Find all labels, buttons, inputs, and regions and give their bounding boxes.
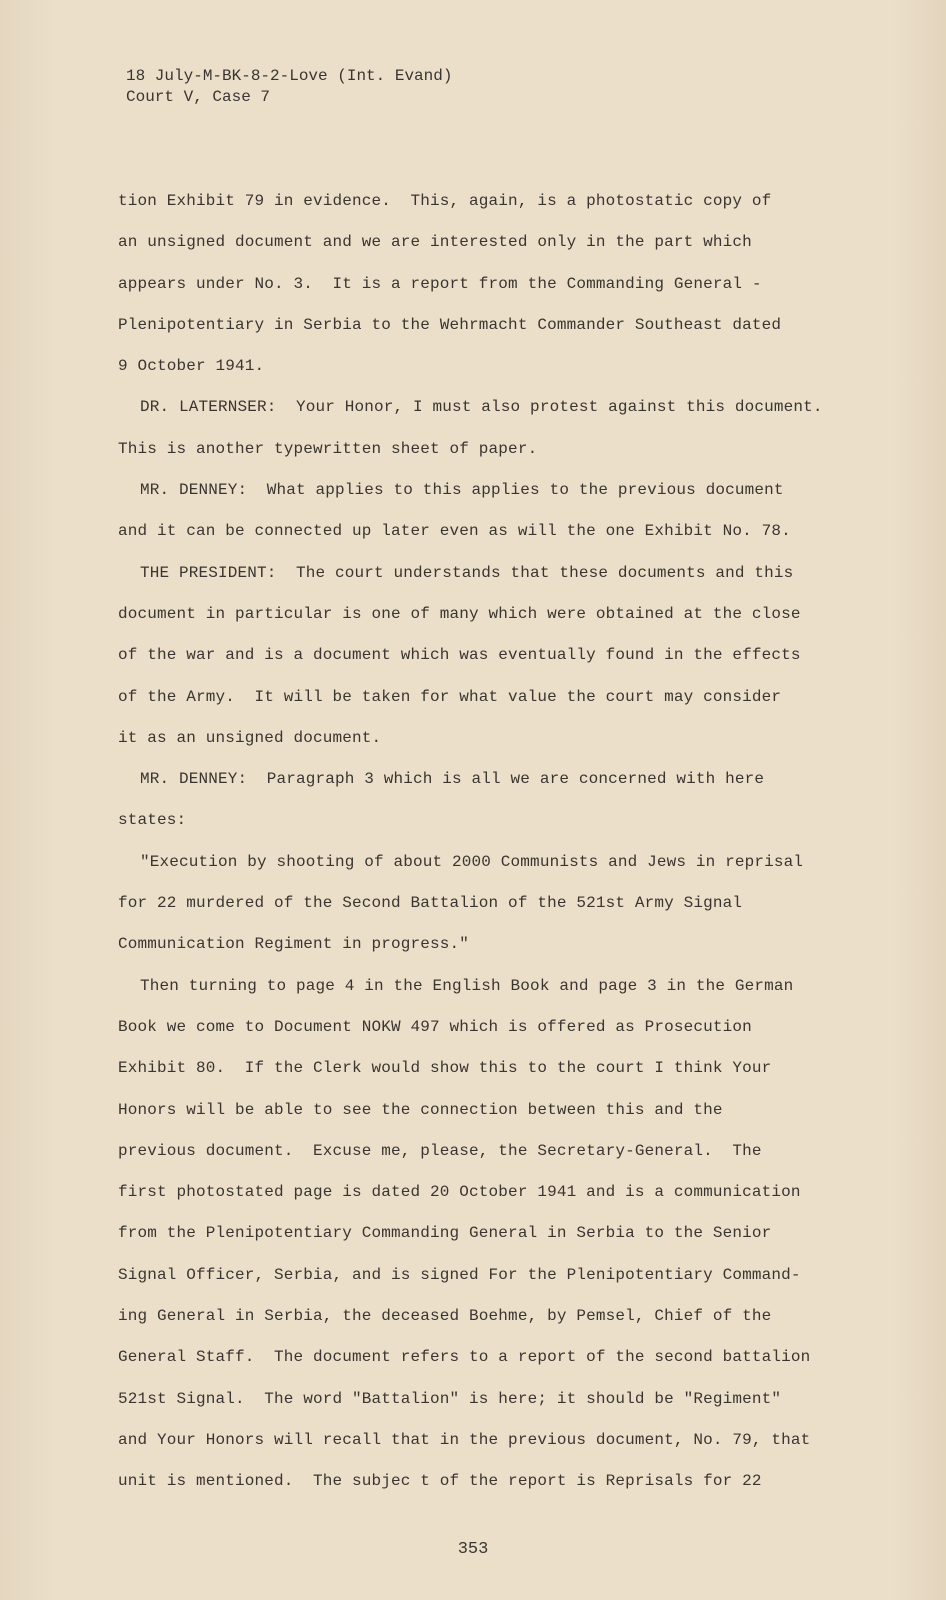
transcript-line: THE PRESIDENT: The court understands that these documents and this (140, 563, 794, 582)
transcript-line: 9 October 1941. (118, 357, 265, 376)
transcript-line: and Your Honors will recall that in the previous document, No. 79, that (118, 1430, 811, 1449)
transcript-line: Exhibit 80. If the Clerk would show this to the court I think Your (118, 1059, 772, 1078)
transcript-line: Book we come to Document NOKW 497 which is offered as Prosecution (118, 1017, 752, 1036)
transcript-line: MR. DENNEY: What applies to this applies to the previous document (140, 481, 784, 500)
transcript-line: from the Plenipotentiary Commanding General in Serbia to the Senior (118, 1224, 772, 1243)
transcript-body (118, 190, 853, 1512)
header-court-case: Court V, Case 7 (126, 88, 271, 106)
transcript-line: for 22 murdered of the Second Battalion of the 521st Army Signal (118, 894, 743, 913)
transcript-line: Then turning to page 4 in the English Book and page 3 in the German (140, 976, 794, 995)
transcript-line: Communication Regiment in progress." (118, 935, 470, 954)
transcript-line: DR. LATERNSER: Your Honor, I must also protest against this document. (140, 398, 823, 417)
transcript-line: MR. DENNEY: Paragraph 3 which is all we are concerned with here (140, 770, 765, 789)
transcript-line: appears under No. 3. It is a report from the Commanding General - (118, 274, 762, 293)
transcript-line: states: (118, 811, 187, 830)
transcript-line: tion Exhibit 79 in evidence. This, again, is a photostatic copy of (118, 192, 772, 210)
transcript-line: ing General in Serbia, the deceased Boehme, by Pemsel, Chief of the (118, 1307, 772, 1326)
transcript-line: and it can be connected up later even as will the one Exhibit No. 78. (118, 522, 791, 541)
document-header (126, 66, 452, 108)
transcript-line: first photostated page is dated 20 October 1941 and is a communication (118, 1183, 801, 1202)
transcript-line: This is another typewritten sheet of paper. (118, 439, 538, 458)
header-reference: 18 July-M-BK-8-2-Love (Int. Evand) (126, 67, 453, 85)
transcript-line: 521st Signal. The word "Battalion" is here; it should be "Regiment" (118, 1389, 782, 1408)
transcript-line: Signal Officer, Serbia, and is signed For the Plenipotentiary Command- (118, 1265, 801, 1284)
transcript-line: it as an unsigned document. (118, 728, 382, 747)
transcript-line: previous document. Excuse me, please, the Secretary-General. The (118, 1141, 762, 1160)
transcript-line: Plenipotentiary in Serbia to the Wehrmacht Commander Southeast dated (118, 315, 782, 334)
transcript-line: General Staff. The document refers to a report of the second battalion (118, 1348, 811, 1367)
transcript-line: an unsigned document and we are interested only in the part which (118, 233, 752, 252)
transcript-line: "Execution by shooting of about 2000 Communists and Jews in reprisal (140, 852, 804, 871)
transcript-line: of the war and is a document which was eventually found in the effects (118, 646, 801, 665)
page-number: 353 (457, 1540, 489, 1559)
transcript-line: unit is mentioned. The subjec t of the report is Reprisals for 22 (118, 1472, 762, 1491)
transcript-line: Honors will be able to see the connection between this and the (118, 1100, 723, 1119)
transcript-line: document in particular is one of many which were obtained at the close (118, 604, 801, 623)
transcript-line: of the Army. It will be taken for what value the court may consider (118, 687, 782, 706)
